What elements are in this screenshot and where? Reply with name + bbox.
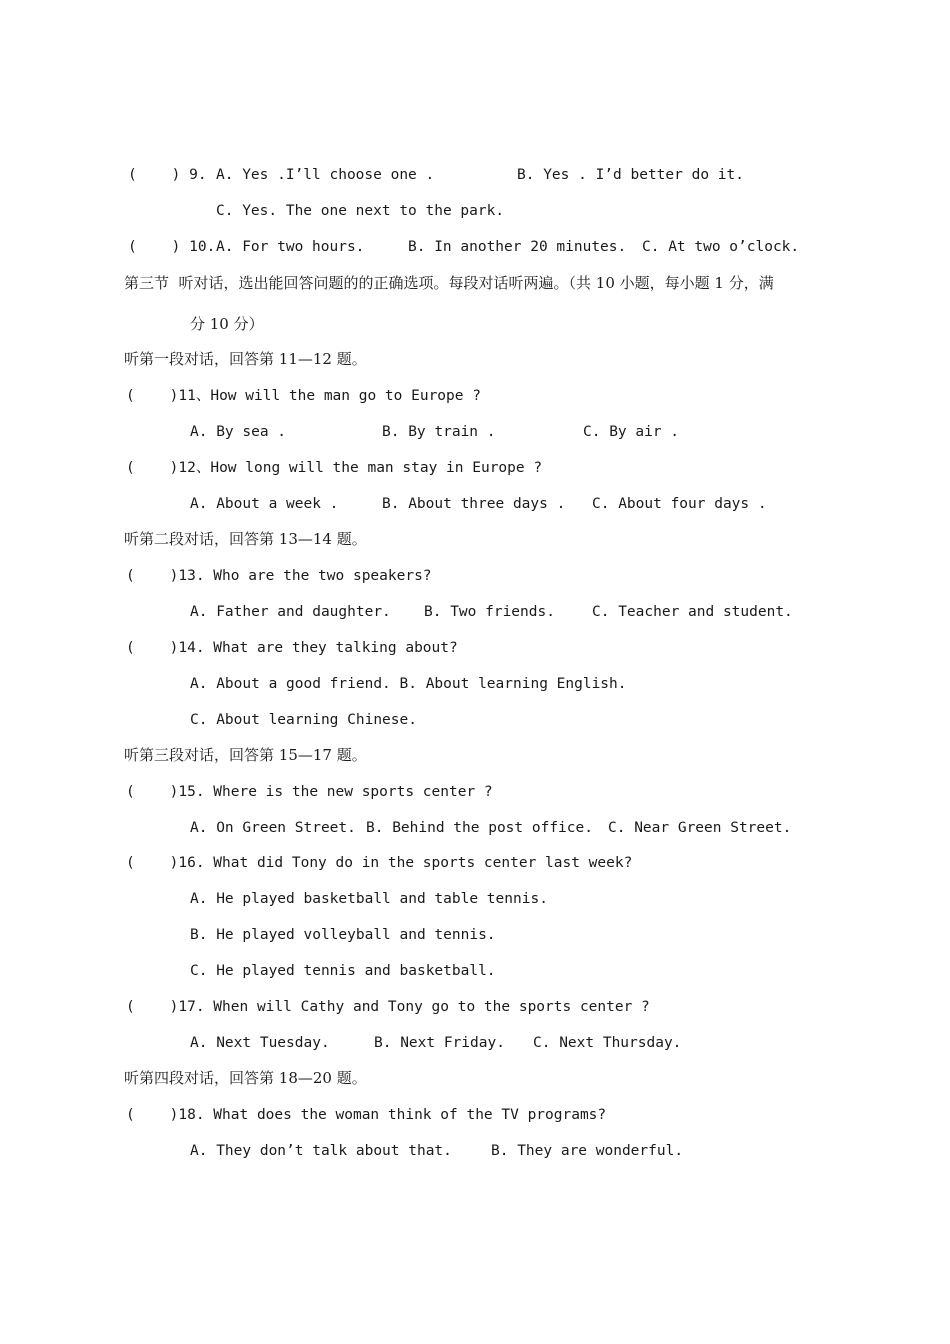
- question-17-option-a: A. Next Tuesday.: [190, 1035, 330, 1051]
- question-16-option-a: A. He played basketball and table tennis.: [190, 891, 548, 907]
- dialogue-3-heading: 听第三段对话，回答第 15—17 题。: [124, 746, 367, 764]
- question-15-text: ( )15. Where is the new sports center ?: [126, 784, 493, 800]
- question-17-option-c: C. Next Thursday.: [533, 1035, 682, 1051]
- question-16-option-b: B. He played volleyball and tennis.: [190, 927, 496, 943]
- question-12-option-a: A. About a week .: [190, 496, 339, 512]
- question-16-text: ( )16. What did Tony do in the sports center last week?: [126, 855, 633, 871]
- question-10-option-a: A. For two hours.: [216, 239, 365, 255]
- question-11-options: [190, 422, 790, 442]
- question-17-option-b: B. Next Friday.: [374, 1035, 505, 1051]
- question-17-options: [190, 1033, 790, 1053]
- question-14-option-c: C. About learning Chinese.: [190, 712, 417, 728]
- question-15-option-a: A. On Green Street.: [190, 820, 356, 836]
- question-17-text: ( )17. When will Cathy and Tony go to the sports center ?: [126, 999, 650, 1015]
- question-15-options: [190, 818, 840, 838]
- question-18-text: ( )18. What does the woman think of the TV programs?: [126, 1107, 607, 1123]
- question-13-option-c: C. Teacher and student.: [592, 604, 793, 620]
- question-15-option-c: C. Near Green Street.: [608, 820, 792, 836]
- question-13-options: [190, 602, 840, 622]
- question-10-option-b: B. In another 20 minutes.: [408, 239, 627, 255]
- question-11-option-c: C. By air .: [583, 424, 680, 440]
- question-12-text: ( )12、How long will the man stay in Europe ?: [126, 460, 543, 476]
- question-16-option-c: C. He played tennis and basketball.: [190, 963, 496, 979]
- question-14-text: ( )14. What are they talking about?: [126, 640, 458, 656]
- question-13-option-b: B. Two friends.: [424, 604, 555, 620]
- question-13-option-a: A. Father and daughter.: [190, 604, 391, 620]
- dialogue-2-heading: 听第二段对话，回答第 13—14 题。: [124, 530, 367, 548]
- question-12-option-c: C. About four days .: [592, 496, 767, 512]
- question-9-option-b: B. Yes . I’d better do it.: [517, 167, 744, 183]
- question-15-option-b: B. Behind the post office.: [366, 820, 593, 836]
- question-18-option-b: B. They are wonderful.: [491, 1143, 684, 1159]
- question-9-number: ( ) 9.: [128, 167, 207, 183]
- section-3-instructions: 第三节 听对话，选出能回答问题的的正确选项。每段对话听两遍。（共 10 小题，每小题 1 分，满: [124, 274, 774, 292]
- question-11-text: ( )11、How will the man go to Europe ?: [126, 388, 481, 404]
- dialogue-4-heading: 听第四段对话，回答第 18—20 题。: [124, 1069, 367, 1087]
- dialogue-1-heading: 听第一段对话，回答第 11—12 题。: [124, 350, 367, 368]
- question-11-option-a: A. By sea .: [190, 424, 287, 440]
- question-18-options: [190, 1141, 790, 1161]
- question-10-option-c: C. At two o’clock.: [642, 239, 800, 255]
- question-9: [128, 165, 828, 185]
- question-9-option-c: C. Yes. The one next to the park.: [216, 203, 505, 219]
- question-14-options-ab: A. About a good friend. B. About learning English.: [190, 676, 627, 692]
- question-10-number: ( ) 10.: [128, 239, 216, 255]
- question-11-option-b: B. By train .: [382, 424, 496, 440]
- question-12-option-b: B. About three days .: [382, 496, 566, 512]
- question-9-option-a: A. Yes .I’ll choose one .: [216, 167, 435, 183]
- question-18-option-a: A. They don’t talk about that.: [190, 1143, 452, 1159]
- question-10: [128, 237, 828, 257]
- section-3-instructions-cont: 分 10 分）: [190, 315, 264, 333]
- question-12-options: [190, 494, 790, 514]
- question-13-text: ( )13. Who are the two speakers?: [126, 568, 432, 584]
